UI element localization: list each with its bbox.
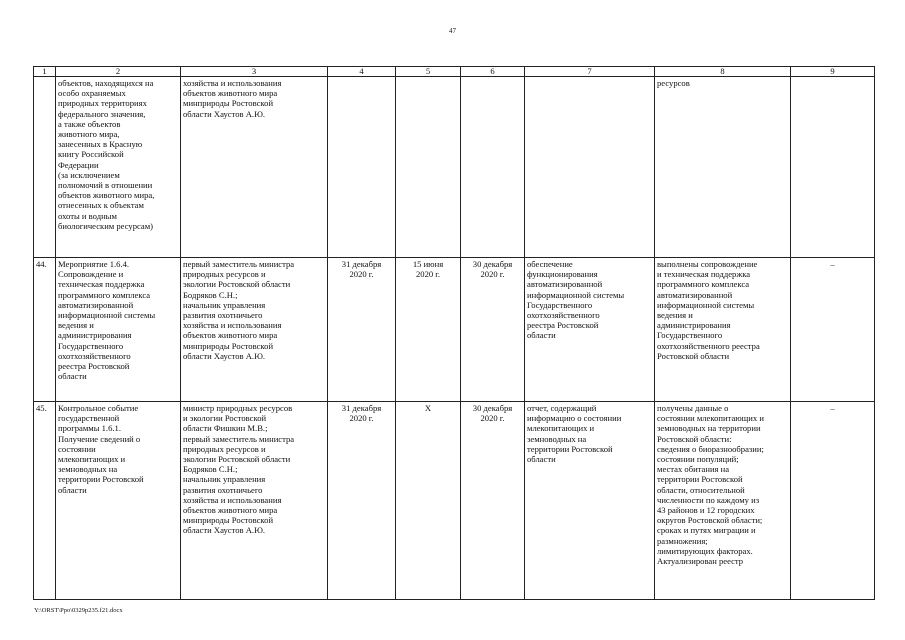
planned-date-cell: 31 декабря 2020 г. — [328, 258, 396, 402]
actual-result-cell: получены данные о состоянии млекопитающих и земноводных на территории Ростовской области: сведения о биоразнообразии; состоянии популяций; местах обитания на территории Ростовской области, относительной численности по каждому из 43 районов и 12 городских округов Ростовской области; сроках и путях миграции и размножения; лимитирующих факторах. Актуализирован реестр — [655, 402, 791, 600]
expected-result-cell: обеспечение функционирования автоматизированной информационной системы Государственного охотхозяйственного реестра Ростовской области — [525, 258, 655, 402]
column-header: 9 — [791, 67, 875, 77]
event-name-cell: объектов, находящихся на особо охраняемых природных территориях федерального значения, а также объектов животного мира, занесенных в Красную книгу Российской Федерации (за исключением полномочий в отношении объектов животного мира, отнесенных к объектам охоты и водным биологическим ресурсам) — [56, 77, 181, 258]
table-row — [34, 77, 875, 258]
column-header: 5 — [396, 67, 461, 77]
column-header: 2 — [56, 67, 181, 77]
event-name-cell: Контрольное событие государственной программы 1.6.1. Получение сведений о состоянии млекопитающих и земноводных на территории Ростовской области — [56, 402, 181, 600]
expected-result-cell — [525, 77, 655, 258]
responsible-cell: первый заместитель министра природных ресурсов и экологии Ростовской области Бодряков С.Н.; начальник управления развития охотничьего хозяйства и использования объектов животного мира минприроды Ростовской области Хаустов А.Ю. — [181, 258, 328, 402]
actual-date-cell: Х — [396, 402, 461, 600]
actual-result-cell: выполнены сопровождение и техническая поддержка программного комплекса автоматизированной информационной системы ведения и администрирования Государственного охотхозяйственного реестра Ростовской области — [655, 258, 791, 402]
event-name-cell: Мероприятие 1.6.4. Сопровождение и техническая поддержка программного комплекса автоматизированной информационной системы ведения и администрирования Государственного охотхозяйственного реестра Ростовской области — [56, 258, 181, 402]
notes-cell: – — [791, 258, 875, 402]
column-header: 7 — [525, 67, 655, 77]
actual-date-cell — [396, 77, 461, 258]
table-row — [34, 402, 875, 600]
column-number-row — [34, 67, 875, 77]
expected-result-cell: отчет, содержащий информацию о состоянии млекопитающих и земноводных на территории Ростовской области — [525, 402, 655, 600]
column-header: 8 — [655, 67, 791, 77]
responsible-cell: хозяйства и использования объектов животного мира минприроды Ростовской области Хаустов А.Ю. — [181, 77, 328, 258]
notes-cell: – — [791, 402, 875, 600]
file-path-footer: Y:\ORST\Ppo\0329p235.f21.docx — [34, 607, 123, 614]
row-number: 45. — [34, 402, 56, 600]
deadline-cell: 30 декабря 2020 г. — [461, 258, 525, 402]
column-header: 6 — [461, 67, 525, 77]
page-number: 47 — [449, 27, 456, 35]
report-table — [33, 66, 875, 600]
planned-date-cell: 31 декабря 2020 г. — [328, 402, 396, 600]
deadline-cell — [461, 77, 525, 258]
table-row — [34, 258, 875, 402]
row-number: 44. — [34, 258, 56, 402]
actual-result-cell: ресурсов — [655, 77, 791, 258]
responsible-cell: министр природных ресурсов и экологии Ростовской области Фишкин М.В.; первый заместитель министра природных ресурсов и экологии Ростовской области Бодряков С.Н.; начальник управления развития охотничьего хозяйства и использования объектов животного мира минприроды Ростовской области Хаустов А.Ю. — [181, 402, 328, 600]
row-number — [34, 77, 56, 258]
notes-cell — [791, 77, 875, 258]
column-header: 4 — [328, 67, 396, 77]
column-header: 3 — [181, 67, 328, 77]
planned-date-cell — [328, 77, 396, 258]
deadline-cell: 30 декабря 2020 г. — [461, 402, 525, 600]
column-header: 1 — [34, 67, 56, 77]
actual-date-cell: 15 июня 2020 г. — [396, 258, 461, 402]
